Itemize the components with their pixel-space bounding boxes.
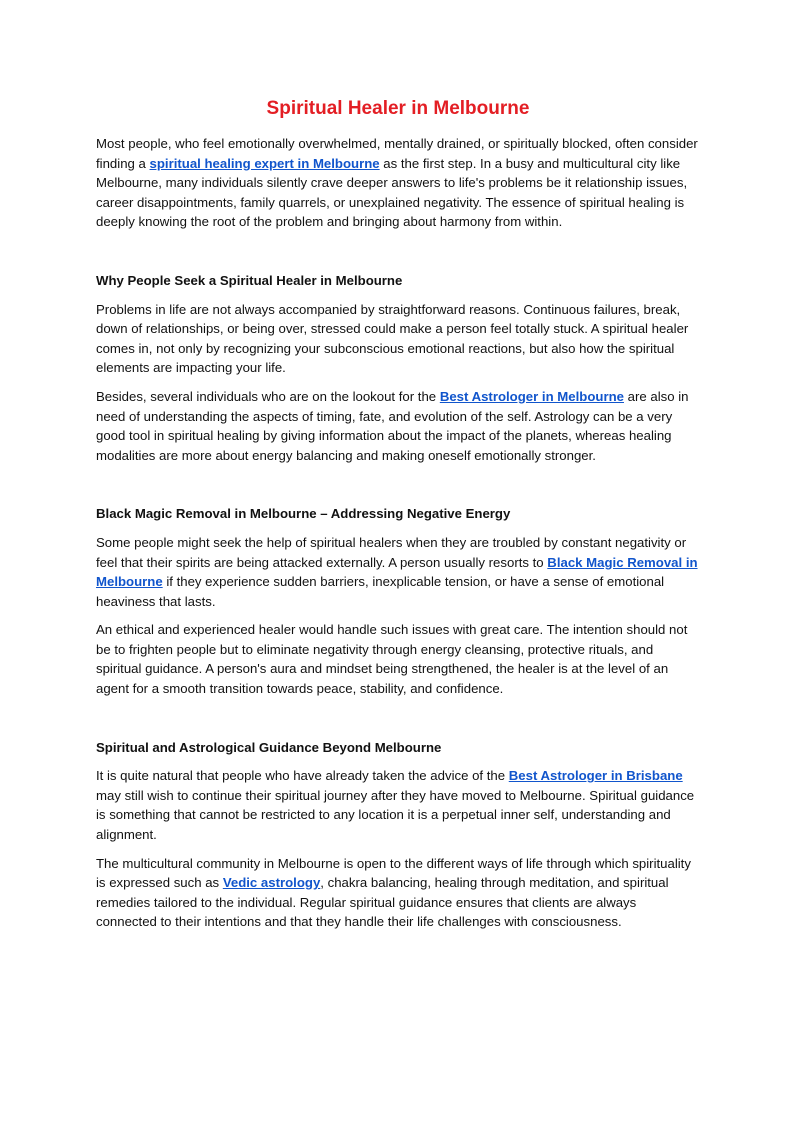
section1-paragraph-1: Problems in life are not always accompanied by straightforward reasons. Continuous failures, break, down of relationships, or being over, stressed could make a person feel totally stuck. A spiritual healer comes in, not only by recognizing your subconscious emotional reactions, but also how the spiritual elements are impacting your life. [96, 301, 689, 376]
section2-paragraph-1 [96, 533, 700, 611]
intro-paragraph [96, 134, 700, 232]
section-spacer [96, 241, 700, 271]
section-heading-why-people: Why People Seek a Spiritual Healer in Melbourne [96, 272, 403, 288]
section3-p1-text-before: It is quite natural that people who have already taken the advice of the [96, 768, 509, 784]
spiritual-healing-expert-link[interactable]: spiritual healing expert in Melbourne [149, 155, 380, 171]
section3-p2-text-before: The multicultural community in Melbourne is open to the different ways of life through which spirituality is expressed such as [96, 855, 691, 891]
section3-p2-text-after: , chakra balancing, healing through meditation, and spiritual remedies tailored to the individual. Regular spiritual guidance ensures that clients are always connected to their intentions and that they handle their life challenges with consciousness. [96, 875, 669, 930]
section-spacer [96, 474, 700, 504]
section1-p2-text-after: are also in need of understanding the aspects of timing, fate, and evolution of the self. Astrology can be a very good tool in spiritual healing by giving information about the impact of the planets, whereas healing modalities are more about energy balancing and making oneself emotionally stronger. [96, 388, 689, 463]
section-heading-black-magic: Black Magic Removal in Melbourne – Addressing Negative Energy [96, 506, 511, 522]
section2-p1-text-after: if they experience sudden barriers, inexplicable tension, or have a sense of emotional heaviness that lasts. [96, 574, 665, 609]
best-astrologer-melbourne-link[interactable]: Best Astrologer in Melbourne [439, 388, 624, 404]
section-heading-beyond-melbourne: Spiritual and Astrological Guidance Beyond Melbourne [96, 739, 442, 755]
best-astrologer-brisbane-link[interactable]: Best Astrologer in Brisbane [508, 768, 683, 784]
section1-paragraph-2 [96, 387, 700, 465]
section3-p1-text-after: may still wish to continue their spiritual journey after they have moved to Melbourne. Spiritual guidance is something that cannot be restricted to any location it is a perpetual inner self, understanding and alignment. [96, 787, 695, 843]
vedic-astrology-link[interactable]: Vedic astrology [222, 875, 321, 891]
section3-paragraph-2 [96, 854, 700, 932]
section3-paragraph-1 [96, 766, 700, 844]
document-body [96, 134, 700, 941]
section2-p1-text-before: Some people might seek the help of spiritual healers when they are troubled by constant negativity or feel that their spirits are being attacked externally. A person usually resorts to [96, 534, 687, 570]
intro-text-before: Most people, who feel emotionally overwhelmed, mentally drained, or spiritually blocked, often consider finding a [96, 136, 698, 171]
section-spacer [96, 708, 700, 738]
page-title: Spiritual Healer in Melbourne [266, 98, 530, 119]
intro-text-after: as the first step. In a busy and multicultural city like Melbourne, many individuals silently crave deeper answers to life's problems be it relationship issues, career disappointments, family quarrels, or unexplained negativity. The essence of spiritual healing is deeply knowing the root of the problem and bringing about harmony from within. [96, 155, 688, 230]
black-magic-removal-link[interactable]: Black Magic Removal in Melbourne [96, 554, 698, 590]
section1-p2-text-before: Besides, several individuals who are on the lookout for the [96, 388, 440, 404]
section2-paragraph-2: An ethical and experienced healer would handle such issues with great care. The intention should not be to frighten people but to eliminate negativity through energy cleansing, protective rituals, and spiritual guidance. A person's aura and mindset being strengthened, the healer is at the level of an agent for a smooth transition towards peace, stability, and confidence. [96, 622, 688, 697]
